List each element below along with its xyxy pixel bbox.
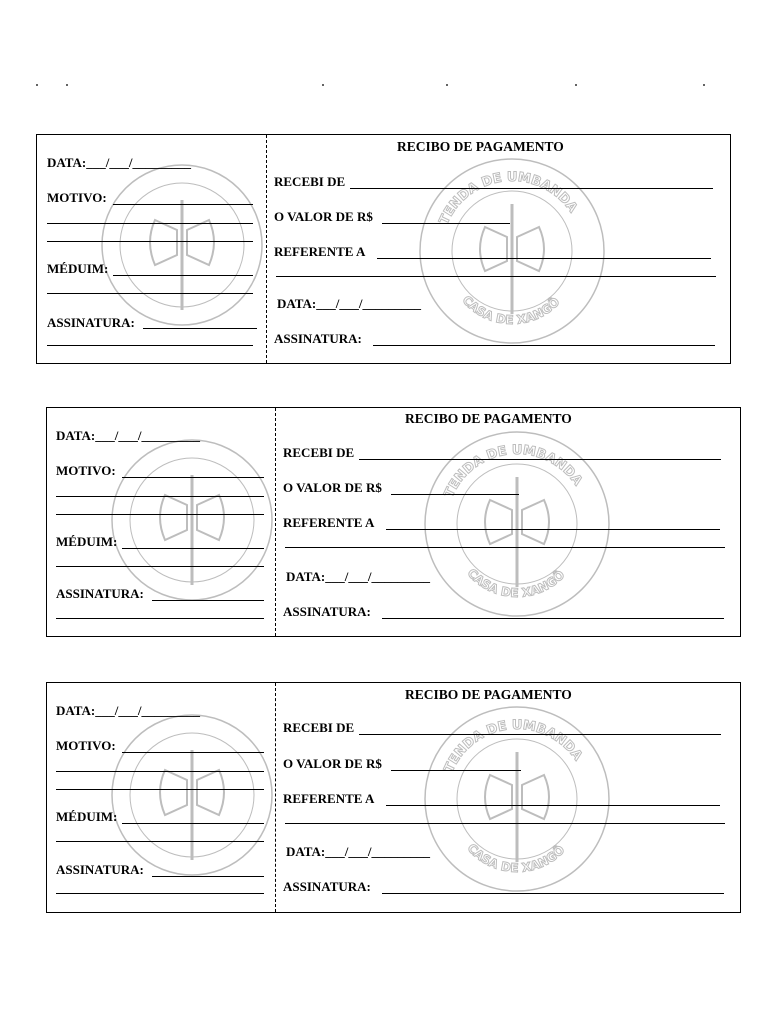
main-assinatura-line[interactable]	[382, 618, 724, 619]
scan-dot	[703, 84, 705, 86]
main-assinatura-label: ASSINATURA:	[283, 879, 371, 894]
recebi-de-label: RECEBI DE	[283, 445, 355, 460]
stub-assinatura-line[interactable]	[143, 328, 257, 329]
svg-text:TENDA DE UMBANDA	[442, 718, 585, 775]
receipt-title: RECIBO DE PAGAMENTO	[397, 139, 564, 154]
referente-line[interactable]	[386, 805, 720, 806]
receipt-divider	[275, 683, 276, 912]
valor-line[interactable]	[382, 223, 510, 224]
seal-bottom-text: CASA DE XANGÔ	[464, 840, 568, 876]
seal-stamp-main	[417, 149, 607, 354]
referente-line-2[interactable]	[285, 823, 725, 824]
valor-label: O VALOR DE R$	[283, 480, 382, 495]
stub-assinatura-line[interactable]	[152, 600, 264, 601]
referente-label: REFERENTE A	[274, 244, 366, 259]
scan-dot	[66, 84, 68, 86]
stub-date-label: DATA:___/___/_________	[56, 703, 200, 718]
scan-dot	[36, 84, 38, 86]
stub-assinatura-line[interactable]	[152, 876, 264, 877]
valor-label: O VALOR DE R$	[283, 756, 382, 771]
svg-text:TENDA DE UMBANDA	[437, 170, 580, 227]
recebi-de-line[interactable]	[350, 188, 713, 189]
stub-meduim-line[interactable]	[122, 823, 264, 824]
main-assinatura-line[interactable]	[382, 893, 724, 894]
receipt-title: RECIBO DE PAGAMENTO	[405, 411, 572, 426]
recebi-de-line[interactable]	[359, 734, 721, 735]
stub-motivo-label: MOTIVO:	[56, 463, 116, 478]
main-assinatura-line[interactable]	[373, 345, 715, 346]
scan-dot	[322, 84, 324, 86]
receipt-2	[46, 407, 741, 637]
referente-line-2[interactable]	[285, 547, 725, 548]
seal-top-text: TENDA DE UMBANDA	[441, 717, 585, 775]
stub-motivo-line-3[interactable]	[47, 241, 253, 242]
stub-meduim-label: MÉDUIM:	[56, 809, 118, 824]
scan-dot	[446, 84, 448, 86]
seal-stamp-main	[422, 422, 612, 627]
referente-line[interactable]	[386, 529, 720, 530]
stub-assinatura-label: ASSINATURA:	[47, 315, 135, 330]
stub-meduim-line[interactable]	[113, 275, 253, 276]
main-date-label: DATA:___/___/_________	[286, 844, 430, 859]
stub-assinatura-line-2[interactable]	[56, 618, 264, 619]
stub-meduim-label: MÉDUIM:	[47, 261, 109, 276]
seal-stamp-main	[422, 697, 612, 902]
stub-meduim-line-2[interactable]	[56, 841, 264, 842]
recebi-de-label: RECEBI DE	[274, 174, 346, 189]
stub-assinatura-label: ASSINATURA:	[56, 586, 144, 601]
stub-motivo-label: MOTIVO:	[47, 190, 107, 205]
receipt-1	[36, 134, 731, 364]
stub-meduim-line[interactable]	[122, 548, 264, 549]
recebi-de-line[interactable]	[359, 459, 721, 460]
stub-motivo-line-2[interactable]	[56, 771, 264, 772]
main-assinatura-label: ASSINATURA:	[274, 331, 362, 346]
stub-assinatura-label: ASSINATURA:	[56, 862, 144, 877]
referente-line[interactable]	[377, 258, 711, 259]
stub-motivo-line[interactable]	[113, 204, 253, 205]
receipt-title: RECIBO DE PAGAMENTO	[405, 687, 572, 702]
stub-assinatura-line-2[interactable]	[56, 893, 264, 894]
valor-line[interactable]	[391, 770, 521, 771]
stub-meduim-line-2[interactable]	[56, 566, 264, 567]
stub-date-label: DATA:___/___/_________	[56, 428, 200, 443]
stub-motivo-line-3[interactable]	[56, 514, 264, 515]
receipt-divider	[266, 135, 267, 363]
recebi-de-label: RECEBI DE	[283, 720, 355, 735]
referente-label: REFERENTE A	[283, 791, 375, 806]
valor-line[interactable]	[391, 494, 519, 495]
referente-label: REFERENTE A	[283, 515, 375, 530]
receipt-divider	[275, 408, 276, 636]
valor-label: O VALOR DE R$	[274, 209, 373, 224]
stub-motivo-label: MOTIVO:	[56, 738, 116, 753]
scan-dot	[575, 84, 577, 86]
seal-top-text: TENDA DE UMBANDA	[441, 442, 585, 500]
stub-motivo-line[interactable]	[122, 752, 264, 753]
seal-bottom-text: CASA DE XANGÔ	[464, 565, 568, 601]
stub-assinatura-line-2[interactable]	[47, 345, 253, 346]
stub-date-label: DATA:___/___/_________	[47, 155, 191, 170]
svg-text:TENDA DE UMBANDA	[442, 443, 585, 500]
receipt-3	[46, 682, 741, 913]
seal-top-text: TENDA DE UMBANDA	[436, 169, 580, 227]
seal-bottom-text: CASA DE XANGÔ	[459, 292, 563, 328]
stub-motivo-line[interactable]	[122, 477, 264, 478]
stub-meduim-label: MÉDUIM:	[56, 534, 118, 549]
main-date-label: DATA:___/___/_________	[286, 569, 430, 584]
stub-motivo-line-2[interactable]	[47, 223, 253, 224]
stub-meduim-line-2[interactable]	[47, 293, 253, 294]
main-assinatura-label: ASSINATURA:	[283, 604, 371, 619]
stub-motivo-line-2[interactable]	[56, 496, 264, 497]
referente-line-2[interactable]	[276, 276, 716, 277]
stub-motivo-line-3[interactable]	[56, 789, 264, 790]
main-date-label: DATA:___/___/_________	[277, 296, 421, 311]
